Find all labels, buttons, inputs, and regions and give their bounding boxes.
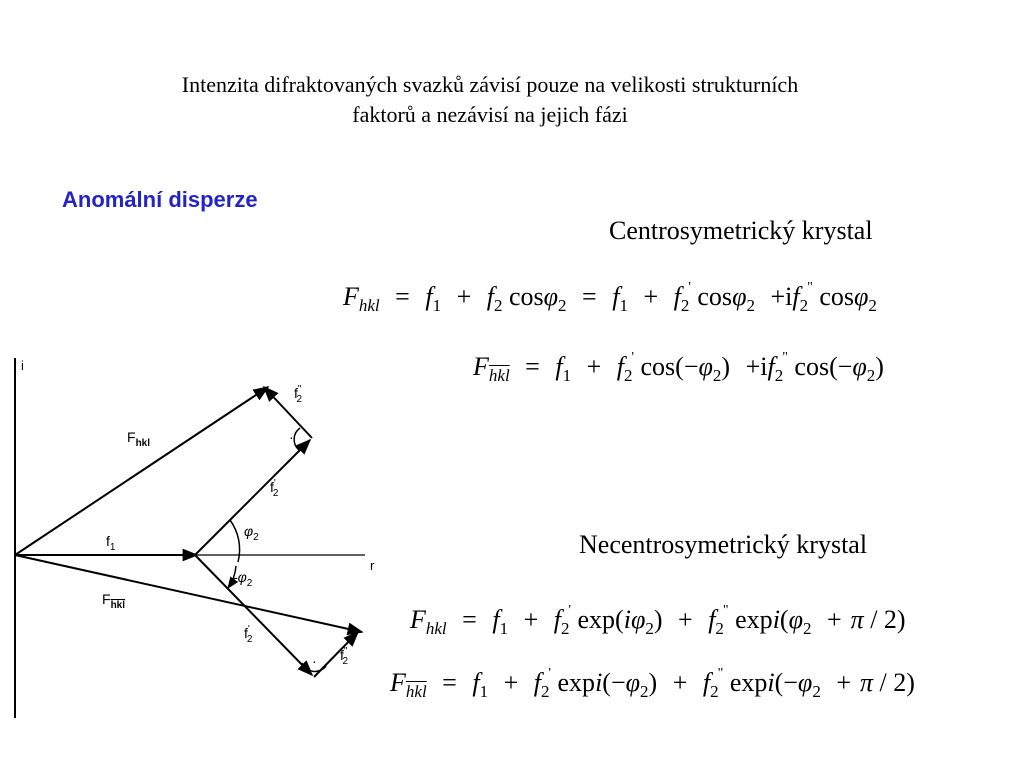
F-hkl-label: $F_{hkl}$ [127, 429, 151, 449]
equation-noncentro-2: $F_{\overline{h}\overline{k}\overline{l}} = f_1 + f_2'$ $\exp i(-\varphi_2) + f_2^"$ $\exp i(-\varphi_2 + \pi / 2)$ [390, 666, 915, 701]
intro-text [60, 70, 920, 130]
right-angle-top [294, 428, 300, 450]
right-angle-top-dot: · [289, 429, 294, 445]
axis-r-label: r [370, 558, 375, 573]
vector-F-hkl [15, 387, 268, 555]
vector-f2-prime-bottom [195, 555, 312, 675]
equation-centro-2: $F_{\overline{h}\overline{k}\overline{l}} = f_1 + f_2'$ $\cos(-\varphi_2) +if_2^"$ $\cos(-\varphi_2)$ [473, 350, 884, 385]
equation-noncentro-1: $F_{hkl} = f_1 + f_2'$ $\exp(i\varphi_2) + f_2^"$ $\exp i(\varphi_2 + \pi / 2)$ [410, 603, 906, 638]
neg-phi2-label: $-\varphi_2$ [233, 569, 253, 589]
section-subtitle: Anomální disperze [62, 187, 258, 212]
axis-i-label: i [21, 358, 24, 373]
f2-dprime-top-label: f" 2 [294, 384, 303, 405]
f2-prime-top-label: f' 2 [270, 478, 279, 499]
f1-label: $f_1$ [106, 533, 116, 553]
equation-centro-1: $F_{hkl} = f_1 + f_2$ $\cos\varphi_2 = f_1 + f_2'$ $\cos\varphi_2 +if_2^"$ cosφ$_2$ [343, 280, 877, 315]
noncentrosymmetric-title: Necentrosymetrický krystal [579, 530, 868, 559]
f2-dprime-bottom-label: f" 2 [340, 646, 349, 667]
right-angle-bottom-dot: · [312, 653, 317, 669]
vector-diagram [0, 350, 400, 720]
F-bar-label: $F_{hkl}$ [102, 591, 126, 611]
intro-line-2: faktorů a nezávisí na jejich fázi [352, 102, 628, 127]
vector-f2-dprime-top [264, 387, 312, 438]
phi2-label: $\varphi_2$ [244, 523, 259, 543]
f2-prime-bottom-label: f' 2 [244, 624, 253, 645]
vector-F-bar [15, 555, 362, 632]
angle-phi2-arc [230, 520, 240, 562]
centrosymmetric-title: Centrosymetrický krystal [609, 216, 873, 245]
intro-line-1: Intenzita difraktovaných svazků závisí pouze na velikosti strukturních [181, 72, 799, 97]
